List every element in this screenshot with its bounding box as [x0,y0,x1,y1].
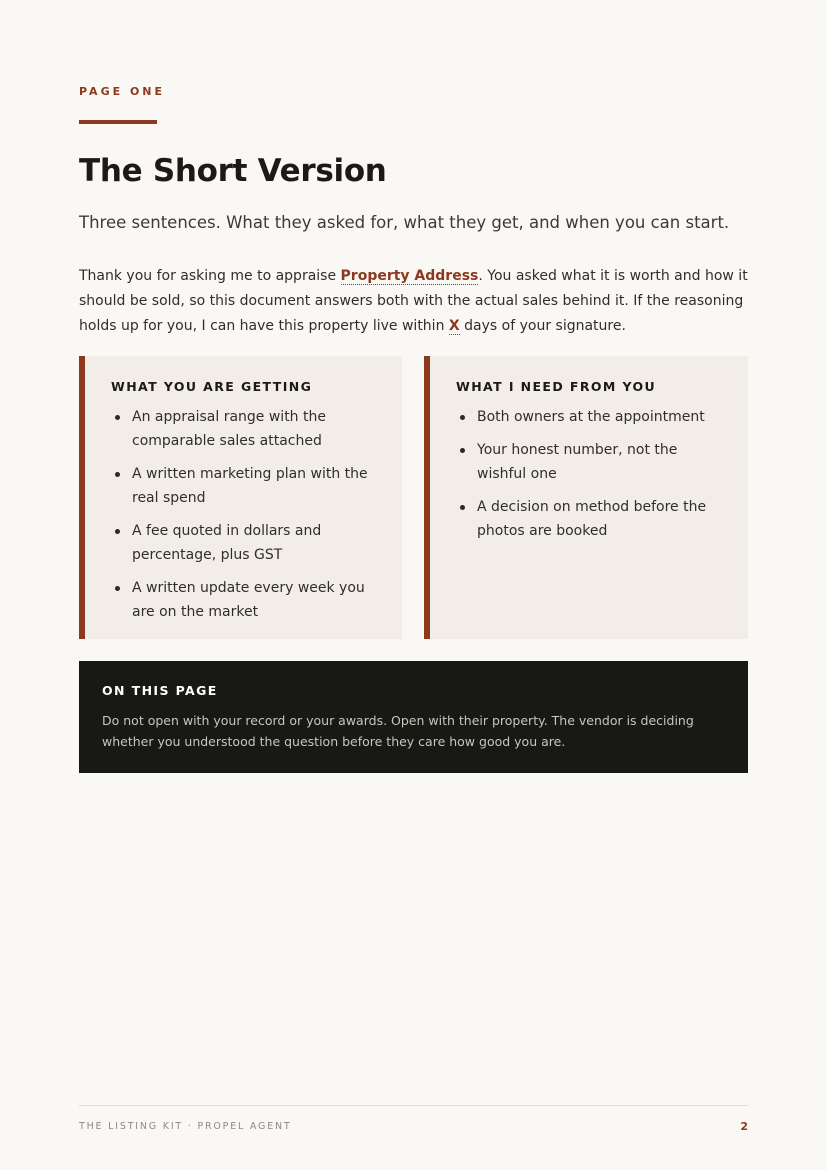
footer-divider [79,1105,748,1106]
list-item: An appraisal range with the comparable sales attached [132,405,376,453]
list-item: A written update every week you are on the market [132,576,376,624]
section-eyebrow: PAGE ONE [79,85,166,98]
footer-label: THE LISTING KIT · PROPEL AGENT [79,1121,292,1132]
what-i-need-from-you-card [424,356,748,639]
list-item: Your honest number, not the wishful one [477,438,722,486]
list-item: Both owners at the appointment [477,405,722,429]
document-page [79,0,748,1170]
intro-paragraph [79,264,748,339]
getting-list [111,405,376,633]
note-body: Do not open with your record or your awards. Open with their property. The vendor is deciding whether you understood the question before they care how good you are. [102,713,694,749]
eyebrow-rule [79,120,157,124]
need-list [456,405,722,552]
on-this-page-note [79,661,748,773]
page-title: The Short Version [79,153,387,189]
page-number: 2 [740,1120,748,1133]
days-placeholder[interactable]: X [448,318,460,334]
list-item: A fee quoted in dollars and percentage, plus GST [132,519,376,567]
list-item: A written marketing plan with the real spend [132,462,376,510]
intro-text-3: days of your signature. [459,318,626,334]
intro-text-2: . You asked what it is worth and how it should be sold, so this document answers both with the actual sales behind it. If the reasoning holds up for you, I can have this property live within [79,268,748,334]
card-title: WHAT YOU ARE GETTING [111,379,313,394]
list-item: A decision on method before the photos are booked [477,495,722,543]
property-address-placeholder[interactable]: Property Address [340,268,479,284]
card-title: WHAT I NEED FROM YOU [456,379,657,394]
note-title: ON THIS PAGE [102,683,218,698]
intro-text-1: Thank you for asking me to appraise [79,268,341,284]
what-you-are-getting-card [79,356,402,639]
lede-text: Three sentences. What they asked for, what they get, and when you can start. [79,213,730,232]
